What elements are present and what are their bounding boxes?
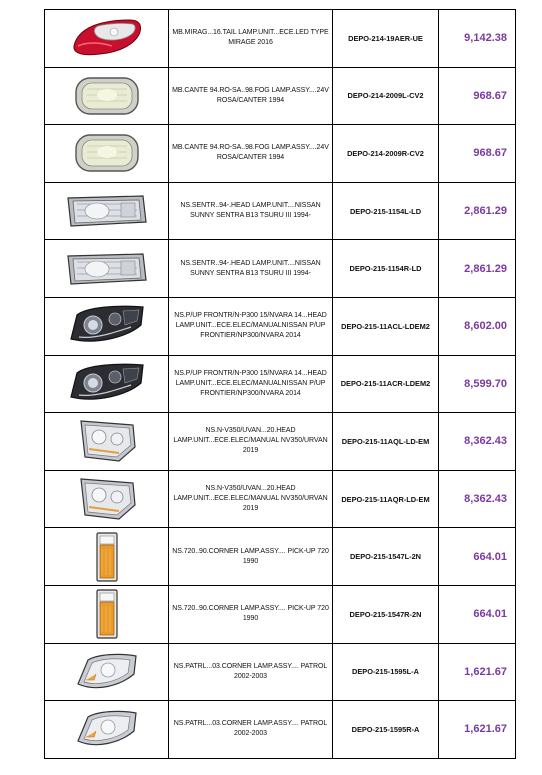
table-row bbox=[45, 182, 516, 240]
product-code: DEPO-215-1595L-A bbox=[333, 643, 439, 701]
table-row bbox=[45, 125, 516, 183]
product-description: MB.MIRAG...16.TAIL LAMP.UNIT...ECE.LED TYPE MIRAGE 2016 bbox=[169, 10, 333, 68]
product-price: 968.67 bbox=[439, 67, 516, 125]
product-price: 9,142.38 bbox=[439, 10, 516, 68]
product-code: DEPO-215-1154L-LD bbox=[333, 182, 439, 240]
product-description: NS.720..90.CORNER LAMP.ASSY.... PICK-UP 720 1990 bbox=[169, 585, 333, 643]
product-price: 664.01 bbox=[439, 528, 516, 586]
table-row bbox=[45, 240, 516, 298]
table-row bbox=[45, 585, 516, 643]
product-code: DEPO-215-11ACR-LDEM2 bbox=[333, 355, 439, 413]
product-code: DEPO-215-11AQR-LD-EM bbox=[333, 470, 439, 528]
product-image-cell bbox=[45, 528, 169, 586]
product-price: 1,621.67 bbox=[439, 643, 516, 701]
product-description: NS.SENTR..94-.HEAD LAMP.UNIT....NISSAN SUNNY SENTRA B13 TSURU III 1994- bbox=[169, 182, 333, 240]
product-image-cell bbox=[45, 240, 169, 298]
patrol-corner-lamp-icon bbox=[74, 650, 140, 694]
product-price: 2,861.29 bbox=[439, 240, 516, 298]
product-price: 8,362.43 bbox=[439, 413, 516, 471]
corner-lamp-icon bbox=[94, 531, 120, 583]
product-description: NS.N-V350/UVAN...20.HEAD LAMP.UNIT...ECE.ELEC/MANUAL NV350/URVAN 2019 bbox=[169, 413, 333, 471]
product-description: NS.SENTR..94-.HEAD LAMP.UNIT....NISSAN SUNNY SENTRA B13 TSURU III 1994- bbox=[169, 240, 333, 298]
parts-table bbox=[44, 9, 516, 759]
product-code: DEPO-215-1154R-LD bbox=[333, 240, 439, 298]
table-row bbox=[45, 10, 516, 68]
product-image-cell bbox=[45, 585, 169, 643]
corner-lamp-icon bbox=[94, 588, 120, 640]
product-image-cell bbox=[45, 67, 169, 125]
parts-price-sheet bbox=[44, 9, 515, 759]
van-head-lamp-icon bbox=[75, 475, 139, 523]
product-code: DEPO-214-19AER-UE bbox=[333, 10, 439, 68]
table-row bbox=[45, 413, 516, 471]
table-row bbox=[45, 528, 516, 586]
product-description: NS.PATRL...03.CORNER LAMP.ASSY.... PATROL 2002-2003 bbox=[169, 701, 333, 759]
product-code: DEPO-215-1547R-2N bbox=[333, 585, 439, 643]
product-description: MB.CANTE 94.RO-SA..98.FOG LAMP.ASSY....24V ROSA/CANTER 1994 bbox=[169, 125, 333, 183]
product-code: DEPO-215-11AQL-LD-EM bbox=[333, 413, 439, 471]
product-description: NS.PATRL...03.CORNER LAMP.ASSY.... PATROL 2002-2003 bbox=[169, 643, 333, 701]
product-price: 664.01 bbox=[439, 585, 516, 643]
product-price: 8,362.43 bbox=[439, 470, 516, 528]
product-image-cell bbox=[45, 125, 169, 183]
head-lamp-icon bbox=[65, 192, 149, 230]
product-code: DEPO-214-2009R-CV2 bbox=[333, 125, 439, 183]
product-code: DEPO-214-2009L-CV2 bbox=[333, 67, 439, 125]
product-price: 968.67 bbox=[439, 125, 516, 183]
product-image-cell bbox=[45, 701, 169, 759]
product-image-cell bbox=[45, 643, 169, 701]
product-price: 8,602.00 bbox=[439, 297, 516, 355]
product-description: MB.CANTE 94.RO-SA..98.FOG LAMP.ASSY....24V ROSA/CANTER 1994 bbox=[169, 67, 333, 125]
product-price: 8,599.70 bbox=[439, 355, 516, 413]
table-row bbox=[45, 643, 516, 701]
product-code: DEPO-215-11ACL-LDEM2 bbox=[333, 297, 439, 355]
projector-head-lamp-icon bbox=[67, 361, 147, 407]
fog-lamp-icon bbox=[73, 132, 141, 174]
tail-lamp-icon bbox=[70, 16, 144, 60]
product-price: 1,621.67 bbox=[439, 701, 516, 759]
head-lamp-icon bbox=[65, 250, 149, 288]
product-description: NS.N-V350/UVAN...20.HEAD LAMP.UNIT...ECE.ELEC/MANUAL NV350/URVAN 2019 bbox=[169, 470, 333, 528]
parts-table-body bbox=[45, 10, 516, 759]
product-description: NS.P/UP FRONTR/N-P300 15/NVARA 14...HEAD LAMP.UNIT...ECE.ELEC/MANUALNISSAN P/UP FRONTIER/NP300/NVARA 2014 bbox=[169, 297, 333, 355]
product-image-cell bbox=[45, 355, 169, 413]
product-image-cell bbox=[45, 470, 169, 528]
table-row bbox=[45, 67, 516, 125]
product-code: DEPO-215-1547L-2N bbox=[333, 528, 439, 586]
product-image-cell bbox=[45, 413, 169, 471]
table-row bbox=[45, 355, 516, 413]
table-row bbox=[45, 297, 516, 355]
product-image-cell bbox=[45, 10, 169, 68]
table-row bbox=[45, 701, 516, 759]
product-image-cell bbox=[45, 297, 169, 355]
table-row bbox=[45, 470, 516, 528]
product-price: 2,861.29 bbox=[439, 182, 516, 240]
product-image-cell bbox=[45, 182, 169, 240]
van-head-lamp-icon bbox=[75, 417, 139, 465]
fog-lamp-icon bbox=[73, 75, 141, 117]
product-code: DEPO-215-1595R-A bbox=[333, 701, 439, 759]
product-description: NS.P/UP FRONTR/N-P300 15/NVARA 14...HEAD LAMP.UNIT...ECE.ELEC/MANUALNISSAN P/UP FRONTIER/NP300/NVARA 2014 bbox=[169, 355, 333, 413]
projector-head-lamp-icon bbox=[67, 303, 147, 349]
product-description: NS.720..90.CORNER LAMP.ASSY.... PICK-UP 720 1990 bbox=[169, 528, 333, 586]
patrol-corner-lamp-icon bbox=[74, 707, 140, 751]
